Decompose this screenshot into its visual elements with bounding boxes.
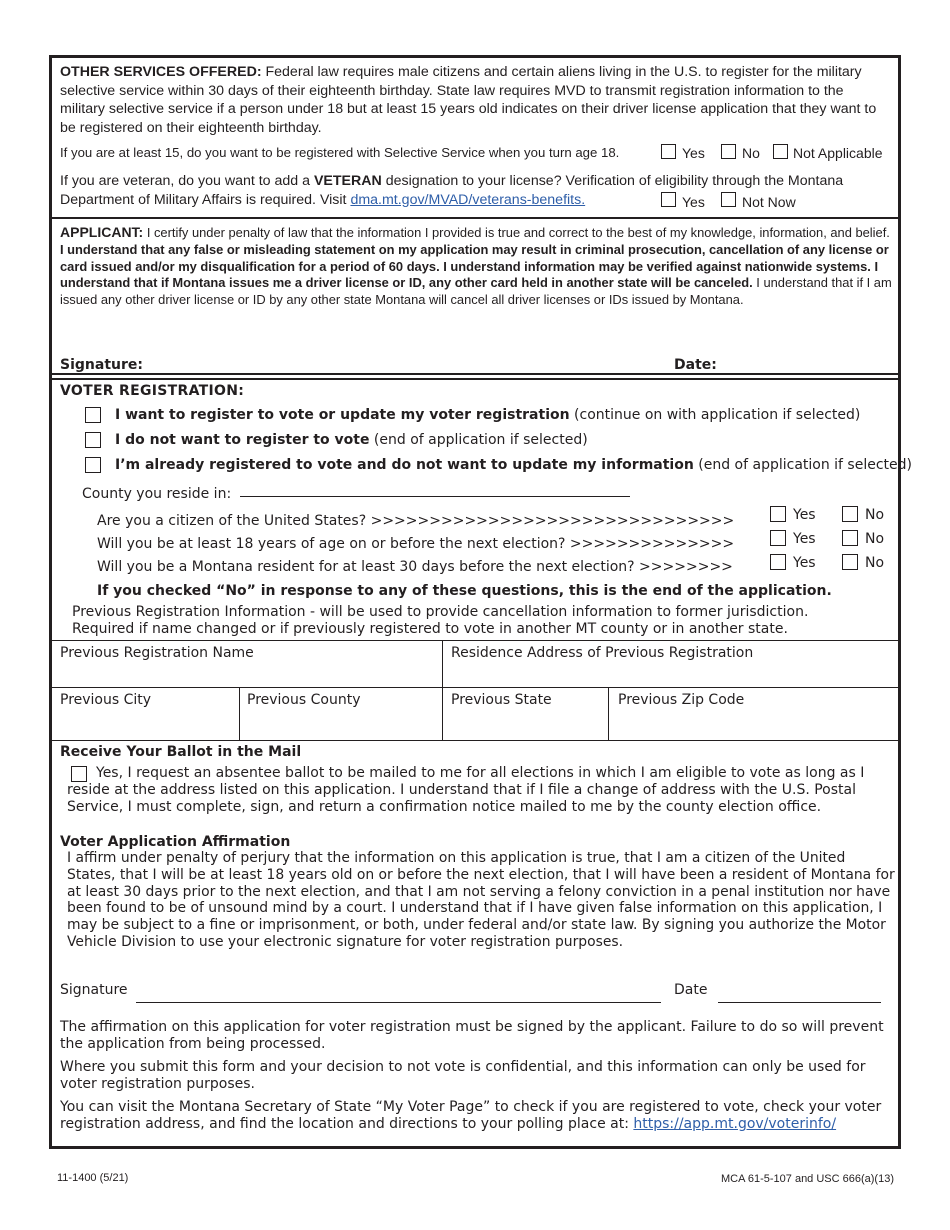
applicant-date-label: Date: xyxy=(674,357,717,373)
veteran-not-now-checkbox[interactable] xyxy=(721,192,736,207)
veteran-yes-checkbox[interactable] xyxy=(661,192,676,207)
ballot-heading: Receive Your Ballot in the Mail xyxy=(60,744,302,760)
table-border xyxy=(442,640,443,740)
divider xyxy=(52,217,898,219)
age-question: Will you be at least 18 years of age on or before the next election? >>>>>>>>>>>>>> xyxy=(97,536,735,552)
citizen-question: Are you a citizen of the United States? >>>>>>>>>>>>>>>>>>>>>>>>>>>>>>> xyxy=(97,513,735,529)
end-of-application-note: If you checked “No” in response to any of these questions, this is the end of the application. xyxy=(97,583,832,599)
other-services-paragraph: OTHER SERVICES OFFERED: Federal law requires male citizens and certain aliens living in the U.S. to register for the military selective service within 30 days of their eighteenth birthday. State law requires MVD to transmit registration information to the military selective service if a person under 18 but at least 15 years old indicates on their driver license application that they want to be registered on their eighteenth birthday. xyxy=(60,64,877,136)
divider xyxy=(52,373,898,380)
legal-citation: MCA 61-5-107 and USC 666(a)(13) xyxy=(720,1173,894,1185)
county-input[interactable] xyxy=(240,496,630,497)
do-not-register-option: I do not want to register to vote (end of application if selected) xyxy=(115,432,588,448)
table-border xyxy=(239,687,240,740)
age-no-label: No xyxy=(865,531,885,547)
table-border xyxy=(52,740,898,741)
selective-not-applicable-label: Not Applicable xyxy=(793,145,883,161)
affirmation-text: I affirm under penalty of perjury that the information on this application is true, that I am a citizen of the United States, that I will be at least 18 years old on or before the next election, that I will have been a resident of Montana for at least 30 days prior to the next election, and that I am not serving a felony conviction in a penal institution nor have been found to be of unsound mind by a court. I understand that if I have given false information on this application, I may be subject to a fine or imprisonment, or both, under federal and/or state law. By signing you authorize the Motor Vehicle Division to use your electronic signature for voter registration purposes. xyxy=(67,850,895,950)
citizen-no-checkbox[interactable] xyxy=(842,506,858,522)
veteran-not-now-label: Not Now xyxy=(742,194,796,210)
register-to-vote-checkbox[interactable] xyxy=(85,407,101,423)
other-services-heading: OTHER SERVICES OFFERED: xyxy=(60,64,262,80)
selective-service-question: If you are at least 15, do you want to be registered with Selective Service when you turn age 18. xyxy=(60,145,620,160)
applicant-paragraph: APPLICANT: I certify under penalty of law that the information I provided is true and correct to the best of my knowledge, information, and belief. I understand that any false or misleading statement on my application may result in criminal prosecution, cancellation of any license or card issued and/or my disqualification for a period of 60 days. I understand information may be verified against nationwide systems. I understand that if Montana issues me a driver license or ID, any other card held in another state will be canceled. I understand that if I am issued any other driver license or ID by any other state Montana will cancel all driver licenses or IDs issued by Montana. xyxy=(60,224,892,308)
selective-no-label: No xyxy=(742,145,760,161)
age-yes-checkbox[interactable] xyxy=(770,530,786,546)
previous-city-field[interactable]: Previous City xyxy=(60,692,152,708)
affirmation-note-1: The affirmation on this application for voter registration must be signed by the applicant. Failure to do so will prevent the application from being processed. xyxy=(60,1019,884,1052)
citizen-yes-checkbox[interactable] xyxy=(770,506,786,522)
affirmation-note-2: Where you submit this form and your decision to not vote is confidential, and this information can only be used for voter registration purposes. xyxy=(60,1059,866,1092)
selective-yes-label: Yes xyxy=(682,145,705,161)
previous-zip-field[interactable]: Previous Zip Code xyxy=(618,692,745,708)
register-to-vote-option: I want to register to vote or update my voter registration (continue on with application if selected) xyxy=(115,407,861,423)
affirmation-heading: Voter Application Affirmation xyxy=(60,834,291,850)
citizen-yes-label: Yes xyxy=(793,507,816,523)
previous-registration-name-field[interactable]: Previous Registration Name xyxy=(60,645,254,661)
residency-no-checkbox[interactable] xyxy=(842,554,858,570)
already-registered-checkbox[interactable] xyxy=(85,457,101,473)
voter-registration-heading: VOTER REGISTRATION: xyxy=(60,383,245,399)
table-border xyxy=(608,687,609,740)
previous-residence-address-field[interactable]: Residence Address of Previous Registration xyxy=(451,645,754,661)
previous-info-line-1: Previous Registration Information - will be used to provide cancellation information to former jurisdiction. xyxy=(72,604,809,620)
county-label: County you reside in: xyxy=(82,486,232,502)
affirmation-signature-line[interactable] xyxy=(136,1002,661,1003)
affirmation-note-3: You can visit the Montana Secretary of State “My Voter Page” to check if you are registered to vote, check your voter registration address, and find the location and directions to your polling place at: https://app.mt.gov/voterinfo/ xyxy=(60,1099,882,1132)
affirmation-date-line[interactable] xyxy=(718,1002,881,1003)
veteran-benefits-link[interactable]: dma.mt.gov/MVAD/veterans-benefits. xyxy=(350,191,586,208)
voterinfo-link[interactable]: https://app.mt.gov/voterinfo/ xyxy=(633,1116,837,1132)
veteran-bold: VETERAN xyxy=(313,173,382,189)
citizen-no-label: No xyxy=(865,507,885,523)
residency-no-label: No xyxy=(865,555,885,571)
residency-yes-checkbox[interactable] xyxy=(770,554,786,570)
form-frame xyxy=(49,55,912,1149)
veteran-yes-label: Yes xyxy=(682,194,705,210)
age-yes-label: Yes xyxy=(793,531,816,547)
selective-not-applicable-checkbox[interactable] xyxy=(773,144,788,159)
age-no-checkbox[interactable] xyxy=(842,530,858,546)
affirmation-date-label: Date xyxy=(674,982,708,998)
already-registered-option: I’m already registered to vote and do not want to update my information (end of application if selected) xyxy=(115,457,912,473)
residency-question: Will you be a Montana resident for at least 30 days before the next election? >>>>>>>> xyxy=(97,559,733,575)
previous-county-field[interactable]: Previous County xyxy=(247,692,361,708)
table-border xyxy=(52,687,898,688)
do-not-register-checkbox[interactable] xyxy=(85,432,101,448)
previous-info-line-2: Required if name changed or if previously registered to vote in another MT county or in another state. xyxy=(72,621,788,637)
veteran-question: If you are veteran, do you want to add a VETERAN designation to your license? Verification of eligibility through the Montana Department of Military Affairs is required. Visit dma.mt.gov/MVAD/veterans-benefits. xyxy=(60,173,844,208)
form-number: 11-1400 (5/21) xyxy=(57,1172,129,1184)
residency-yes-label: Yes xyxy=(793,555,816,571)
previous-state-field[interactable]: Previous State xyxy=(451,692,552,708)
affirmation-signature-label: Signature xyxy=(60,982,128,998)
applicant-signature-label: Signature: xyxy=(60,357,143,373)
selective-yes-checkbox[interactable] xyxy=(661,144,676,159)
applicant-heading: APPLICANT: xyxy=(60,224,144,240)
absentee-ballot-text: Yes, I request an absentee ballot to be mailed to me for all elections in which I am eligible to vote as long as I reside at the address listed on this application. I understand that if I file a change of address with the U.S. Postal Service, I must complete, sign, and return a confirmation notice mailed to me by the county election office. xyxy=(67,765,865,815)
selective-no-checkbox[interactable] xyxy=(721,144,736,159)
table-border xyxy=(52,640,898,641)
